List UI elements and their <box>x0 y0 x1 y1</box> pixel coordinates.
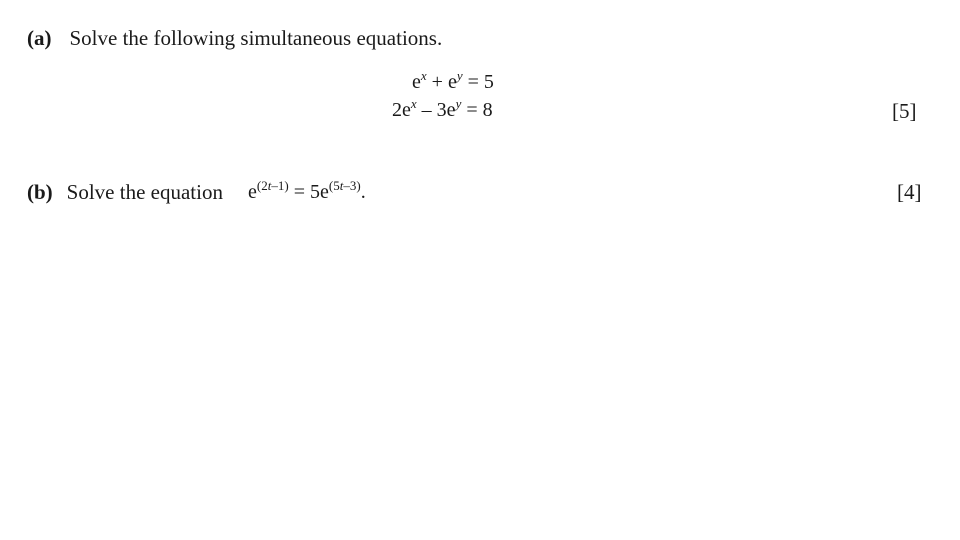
part-b-marks: [4] <box>897 180 922 204</box>
part-a-question <box>27 26 442 50</box>
part-a-text: Solve the following simultaneous equations. <box>69 26 443 50</box>
equation-2: $2e^x - 3e^y = 8$ <box>392 96 493 121</box>
part-b-question <box>27 180 223 204</box>
equation-1: $e^x + e^y = 5$ <box>412 68 494 93</box>
part-a-marks: [5] <box>892 99 917 123</box>
part-b-text: Solve the equation <box>66 180 223 204</box>
part-b-label: (b) <box>27 180 53 204</box>
part-a-label: (a) <box>27 26 52 50</box>
part-b-equation: $e^{(2t-1)} = 5e^{(5t-3)}$. <box>248 178 366 203</box>
